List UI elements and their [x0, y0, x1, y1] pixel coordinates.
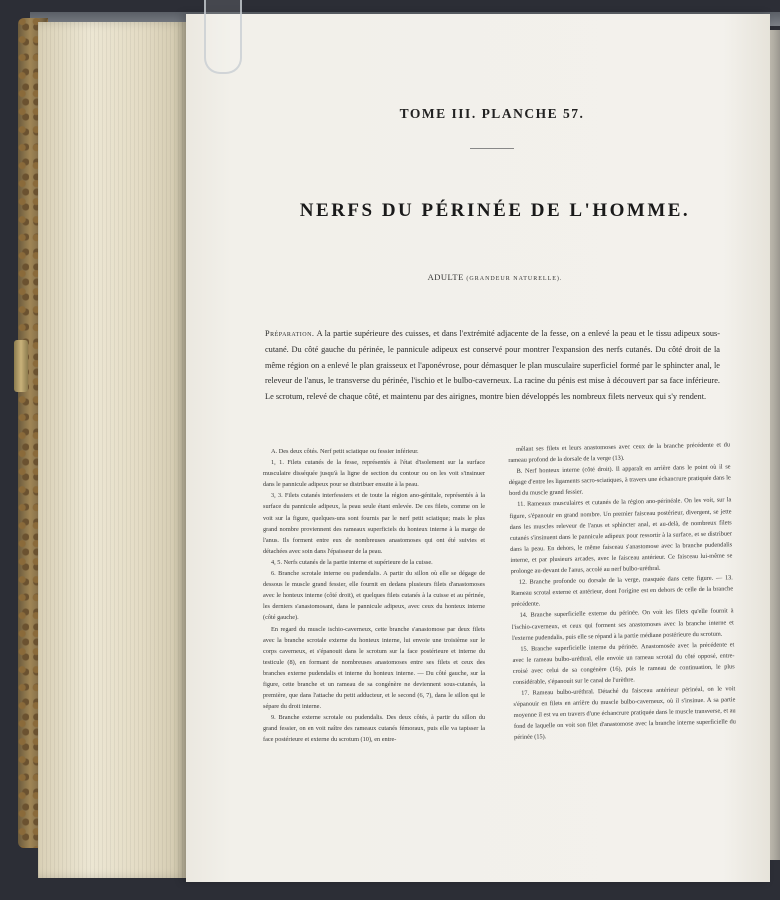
- right-paragraph: 11. Rameaux musculaires et cutanés de la région ano-périnéale. On les voit, sur la figure, s'épanouir en grand nombre. Un premier faisceau postérieur, divergent, se jette dans les muscles releveur de l'anus et sphincter anal, et au-delà, de nombreux filets cutanés s'insinuent dans le pannicule adipeux pour ressortir à la surface, et se distribuer dans la peau. En dehors, le même faisceau s'anastomose avec la branche pudendalis interne, et par plusieurs arcades, avec le faisceau antérieur. Ce faisceau lui-même se prolonge au-devant de l'anus, accolé au nerf bulbo-uréthral.: [509, 496, 733, 576]
- right-paragraph: mêlant ses filets et leurs anastomoses avec ceux de la branche précédente et du rameau profond de la dorsale de la verge (13).: [508, 441, 731, 465]
- right-paragraph: 12. Branche profonde ou dorsale de la verge, masquée dans cette figure. — 13. Rameau scrotal externe et antérieur, dont l'origine est en dehors de celle de la branche précédente.: [511, 574, 734, 609]
- page-stack-edges: [38, 22, 188, 878]
- subtitle-main: ADULTE: [427, 272, 464, 282]
- left-paragraph: A. Des deux côtés. Nerf petit sciatique ou fessier inférieur.: [271, 448, 419, 455]
- preparation-lead: Préparation.: [265, 329, 315, 338]
- right-paragraph: B. Nerf honteux interne (côté droit). Il apparaît en arrière dans le point où il se dégage d'entre les ligaments sacro-sciatiques, à travers une échancrure pratiquée dans le bord du muscle grand fessier.: [508, 463, 731, 498]
- left-paragraph: 4, 5. Nerfs cutanés de la partie interne et supérieure de la cuisse.: [271, 558, 433, 566]
- book-clasp: [14, 340, 28, 392]
- right-paragraph: 15. Branche superficielle interne du périnée. Anastomosée avec la précédente et avec le rameau bulbo-uréthral, elle envoie un rameau scrotal du côté opposé, entre-croisé avec celui de sa congénère (16), puis le rameau de continuation, le plus considérable, s'épanouit sur le canal de l'urèthre.: [512, 640, 735, 686]
- right-paragraph: 17. Rameau bulbo-uréthral. Détaché du faisceau antérieur périnéal, on le voit s'épanouir en filets en arrière du muscle bulbo-caverneux, où il s'insinue. A sa partie moyenne il est vu en travers d'une échancrure pratiquée dans le muscle transverse, et au fond de laquelle on voit son filet d'anastomose avec la branche interne superficielle du périnée (15).: [513, 685, 736, 742]
- right-column: [508, 439, 736, 743]
- left-paragraph: 9. Branche externe scrotale ou pudendalis. Des deux côtés, à partir du sillon du grand fessier, on en voit naître des rameaux cutanés fémoraux, puis elle va tapisser la face postérieure et externe du scrotum (10), en entre-: [263, 714, 485, 744]
- subtitle-detail: (GRANDEUR NATURELLE).: [466, 276, 563, 282]
- subtitle: [360, 272, 630, 282]
- left-paragraph: 6. Branche scrotale interne ou pudendalis. A partir du sillon où elle se dégage de dessous le muscle grand fessier, elle fournit en dedans plusieurs filets d'anastomoses avec le honteux interne (côté droit), et quelques filets cutanés à la cuisse et au périnée, les derniers s'anastomosant, dans le pannicule adipeux, avec ceux du honteux interne (côté gauche).: [263, 570, 485, 622]
- left-column: [263, 446, 485, 746]
- left-paragraph: En regard du muscle ischio-caverneux, cette branche s'anastomose par deux filets avec la branche scrotale externe du honteux interne, lui envoie une troisième sur le corps caverneux, et s'épanouit dans le scrotum sur la face postérieure et interne du testicule (8), en formant de nombreuses anastomoses entre ses filets et ceux des branches externe pudendalis et interne du honteux interne. — Du côté gauche, sur la figure, cette branche et un rameau de sa congénère ne deviennent sous-cutanés, la première, que dans l'attache du petit adducteur, et le second (6, 7), dans le sillon qui le sépare du droit interne.: [263, 625, 485, 711]
- plate-header: TOME III. PLANCHE 57.: [399, 106, 585, 121]
- left-paragraph: 1, 1. Filets cutanés de la fesse, représentés à l'état d'isolement sur la surface musculaire disséquée jusqu'à la ligne de section du contour ou on les voit s'insinuer dans le pannicule adipeux pour se distribuer ensuite à la peau.: [263, 459, 485, 489]
- preparation-text: A la partie supérieure des cuisses, et dans l'extrémité adjacente de la fesse, on a enlevé la peau et le tissu adipeux sous-cutané. Du côté gauche du périnée, le pannicule adipeux est conservé pour montrer l'expansion des nerfs cutanés. Du côté droit de la même région on a enlevé le plan graisseux et l'aponévrose, pour démasquer le plan musculaire superficiel formé par le sphincter anal, le releveur de l'anus, le transverse du périnée, l'ischio et le bulbo-caverneux. La racine du pénis est mise à découvert par sa face inférieure. Le scrotum, relevé de chaque côté, et maintenu par des airignes, montre bien développés les nombreux filets nerveux qui s'y rendent.: [265, 329, 721, 402]
- bookmark-clip: [204, 0, 242, 74]
- page-title: NERFS DU PÉRINÉE DE L'HOMME.: [299, 200, 691, 221]
- title-divider: [470, 148, 514, 149]
- preparation-paragraph: [265, 326, 720, 405]
- right-paragraph: 14. Branche superficielle externe du périnée. On voit les filets qu'elle fournit à l'ischio-caverneux, et ceux qui forment ses anastomoses avec la branche interne et l'externe pudendalis, puis elle se répand à la partie médiane postérieure du scrotum.: [511, 607, 734, 642]
- left-paragraph: 3, 3. Filets cutanés interfessiers et de toute la région ano-génitale, représentés à la surface du pannicule adipeux, la peau seule étant enlevée. De ces filets, comme on le voit sur la figure, quelques-uns sont fournis par le nerf petit sciatique; mais le plus grand nombre proviennent des rameaux superficiels du honteux interne à la marge de l'anus. Ils forment entre eux de nombreuses anastomoses qui ont été suivies et détachées avec soin dans l'épaisseur de la peau.: [263, 492, 485, 555]
